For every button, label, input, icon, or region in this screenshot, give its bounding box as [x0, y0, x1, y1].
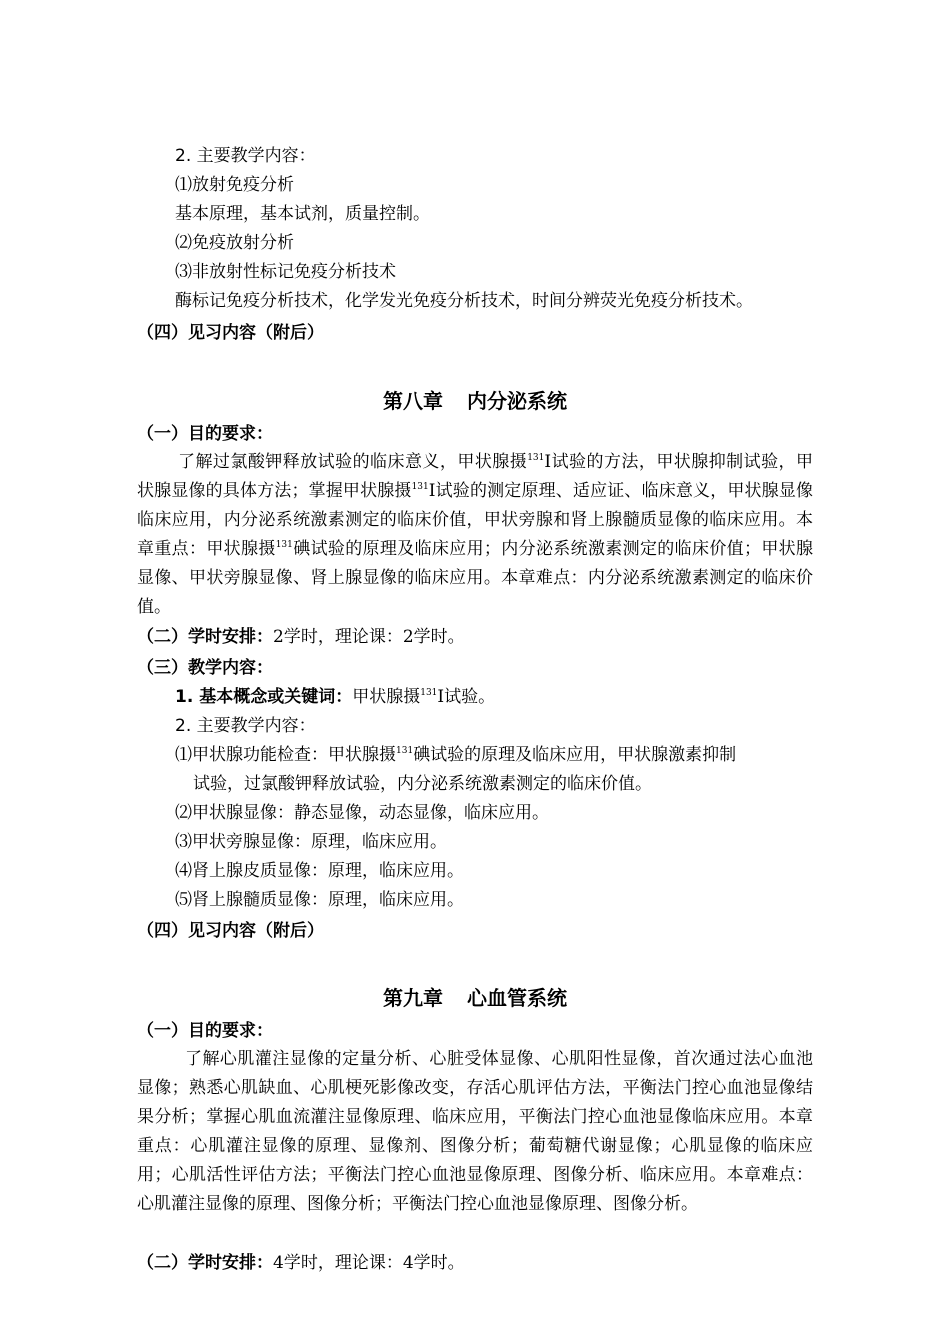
- main-content-label: 2. 主要教学内容：: [175, 146, 316, 166]
- chapter-number: 第九章: [383, 986, 443, 1010]
- practice-heading: （四）见习内容（附后）: [137, 323, 324, 343]
- hours-label: （二）学时安排：: [137, 1253, 273, 1273]
- hours-text: 4学时，理论课：4学时。: [273, 1253, 465, 1273]
- keywords-line: 1. 基本概念或关键词：甲状腺摄$^{131}$I试验。: [175, 687, 496, 707]
- list-item: ⑶甲状旁腺显像：原理，临床应用。: [175, 832, 447, 852]
- hours-label: （二）学时安排：: [137, 627, 273, 647]
- objectives-paragraph: 了解心肌灌注显像的定量分析、心脏受体显像、心肌阳性显像，首次通过法心血池显像；熟悉心肌缺血、心肌梗死影像改变，存活心肌评估方法，平衡法门控心血池显像结果分析；掌握心肌血流灌注显像原理、临床应用，平衡法门控心血池显像临床应用。本章重点：心肌灌注显像的原理、显像剂、图像分析；葡萄糖代谢显像；心肌显像的临床应用；心肌活性评估方法；平衡法门控心血池显像原理、图像分析、临床应用。本章难点：心肌灌注显像的原理、图像分析；平衡法门控心血池显像原理、图像分析。: [137, 1049, 813, 1214]
- keywords-label: 1. 基本概念或关键词：: [175, 687, 353, 707]
- main-content-label: 2. 主要教学内容：: [175, 716, 316, 736]
- chapter-title: 内分泌系统: [467, 389, 567, 413]
- objectives-paragraph: 了解过氯酸钾释放试验的临床意义，甲状腺摄$^{131}$I试验的方法，甲状腺抑制试验，甲状腺显像的具体方法；掌握甲状腺摄$^{131}$I试验的测定原理、适应证、临床意义，甲状腺显像临床应用，内分泌系统激素测定的临床价值，甲状旁腺和肾上腺髓质显像的临床应用。本章重点：甲状腺摄$^{131}$碘试验的原理及临床应用；内分泌系统激素测定的临床价值；甲状腺显像、甲状旁腺显像、肾上腺显像的临床应用。本章难点：内分泌系统激素测定的临床价值。: [137, 452, 814, 617]
- list-item: ⑷肾上腺皮质显像：原理，临床应用。: [175, 861, 464, 881]
- content-heading: （三）教学内容：: [137, 658, 273, 678]
- list-item: 基本原理，基本试剂，质量控制。: [175, 204, 430, 224]
- chapter-heading: [0, 388, 950, 414]
- hours-text: 2学时，理论课：2学时。: [273, 627, 465, 647]
- list-item: 酶标记免疫分析技术，化学发光免疫分析技术，时间分辨荧光免疫分析技术。: [175, 291, 753, 311]
- chapter-heading: [0, 985, 950, 1011]
- chapter-title: 心血管系统: [467, 986, 567, 1010]
- list-item: ⑸肾上腺髓质显像：原理，临床应用。: [175, 890, 464, 910]
- list-item: ⑴放射免疫分析: [175, 175, 294, 195]
- list-item: ⑶非放射性标记免疫分析技术: [175, 262, 396, 282]
- hours-line: [137, 1252, 465, 1274]
- hours-line: [137, 626, 465, 648]
- list-item-continuation: 试验，过氯酸钾释放试验，内分泌系统激素测定的临床价值。: [193, 774, 652, 794]
- list-item: ⑵免疫放射分析: [175, 233, 294, 253]
- practice-heading: （四）见习内容（附后）: [137, 921, 324, 941]
- objectives-heading: （一）目的要求：: [137, 424, 273, 444]
- list-item: ⑵甲状腺显像：静态显像，动态显像，临床应用。: [175, 803, 549, 823]
- objectives-heading: （一）目的要求：: [137, 1021, 273, 1041]
- chapter-number: 第八章: [383, 389, 443, 413]
- list-item: ⑴甲状腺功能检查：甲状腺摄$^{131}$碘试验的原理及临床应用，甲状腺激素抑制: [175, 745, 737, 765]
